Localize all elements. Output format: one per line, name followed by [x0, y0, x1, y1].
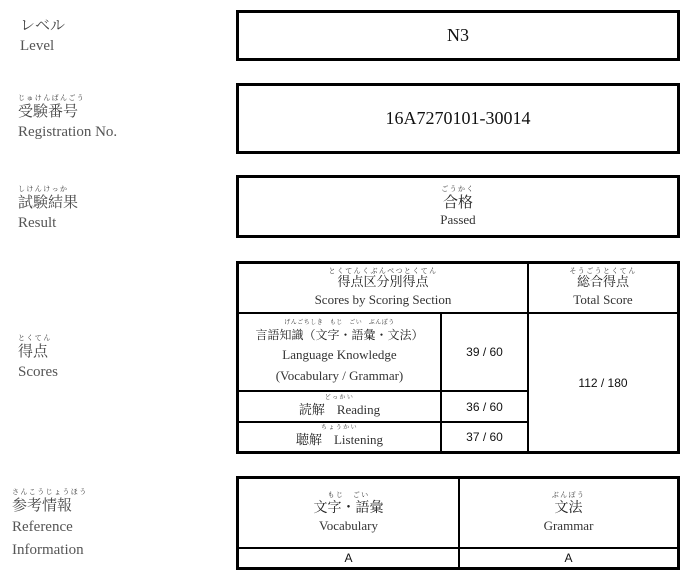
grammar-grade	[460, 549, 677, 567]
reference-table	[236, 476, 680, 570]
level-value-box	[236, 10, 680, 61]
scores-label-ja: 得点	[18, 342, 49, 360]
scores-label	[18, 334, 243, 383]
result-ruby: しけんけっか	[18, 185, 69, 193]
level-label-ja: レベル	[20, 16, 66, 34]
vocabulary-grade-value: A	[344, 551, 353, 565]
vocabulary-en: Vocabulary	[319, 518, 378, 533]
section-reading	[239, 392, 440, 421]
language-knowledge-ja: 言語知識（文字・語彙・文法）	[255, 328, 424, 342]
grammar-en: Grammar	[543, 518, 594, 533]
registration-ruby: じゅけんばんごう	[18, 94, 86, 102]
listening-ruby: ちょうかい	[320, 425, 358, 431]
vocabulary-grade	[239, 549, 458, 567]
result-value-ja: 合格	[442, 192, 473, 211]
registration-label-ja: 受験番号	[18, 102, 79, 120]
reference-label-en: Reference	[12, 519, 73, 535]
level-value: N3	[447, 25, 469, 45]
language-knowledge-en-sub: (Vocabulary / Grammar)	[275, 368, 404, 383]
grammar-ja: 文法	[554, 500, 583, 516]
reading-score-value: 36 / 60	[466, 399, 503, 414]
vocabulary-ruby: もじ ごい	[327, 491, 370, 499]
result-value-en: Passed	[440, 211, 476, 227]
level-label-en: Level	[20, 38, 55, 54]
registration-label-en: Registration No.	[18, 124, 118, 140]
result-label	[18, 185, 243, 234]
section-listening	[239, 423, 440, 451]
total-score	[529, 314, 677, 451]
result-value-box	[236, 175, 680, 238]
reference-grammar-header	[460, 479, 677, 547]
reference-label-en-sub: Information	[12, 542, 84, 558]
total-score-header-en: Total Score	[573, 292, 633, 307]
reference-label-ja: 参考情報	[12, 496, 73, 514]
reading-ruby: どっかい	[324, 394, 355, 401]
registration-value-box	[236, 83, 680, 154]
language-knowledge-ruby: げんごちしき もじ ごい ぶんぽう	[284, 320, 395, 326]
total-score-header	[529, 264, 677, 312]
language-knowledge-score-value: 39 / 60	[466, 345, 503, 359]
language-knowledge-en: Language Knowledge	[282, 347, 397, 362]
result-label-en: Result	[18, 215, 57, 231]
result-label-ja: 試験結果	[18, 193, 79, 211]
listening-en: Listening	[333, 432, 384, 447]
listening-score-value: 37 / 60	[466, 430, 503, 444]
level-label	[20, 16, 245, 57]
section-scores-header-ja: 得点区分別得点	[337, 275, 429, 290]
grammar-ruby: ぶんぽう	[551, 491, 586, 499]
total-score-value: 112 / 180	[578, 375, 628, 390]
reference-ruby: さんこうじょうほう	[12, 488, 88, 496]
total-score-header-ja: 総合得点	[576, 275, 629, 290]
registration-label	[18, 94, 243, 143]
language-knowledge-score	[442, 314, 527, 390]
listening-ja: 聴解	[295, 433, 322, 448]
scores-label-en: Scores	[18, 364, 58, 380]
reference-vocabulary-header	[239, 479, 458, 547]
vocabulary-ja: 文字・語彙	[313, 500, 384, 516]
reading-en: Reading	[336, 401, 381, 417]
section-scores-header-en: Scores by Scoring Section	[314, 292, 452, 307]
scores-table	[236, 261, 680, 454]
grammar-grade-value: A	[564, 551, 573, 565]
reference-label	[12, 488, 237, 561]
scores-ruby: とくてん	[18, 334, 52, 342]
registration-value: 16A7270101-30014	[385, 108, 531, 128]
reading-score	[442, 392, 527, 421]
listening-score	[442, 423, 527, 451]
result-value-ruby: ごうかく	[441, 184, 475, 193]
section-scores-header-ruby: とくてんくぶんべつとくてん	[328, 267, 438, 275]
reading-ja: 読解	[298, 402, 325, 418]
total-score-header-ruby: そうごうとくてん	[569, 267, 637, 275]
section-scores-header	[239, 264, 527, 312]
section-language-knowledge	[239, 314, 440, 390]
